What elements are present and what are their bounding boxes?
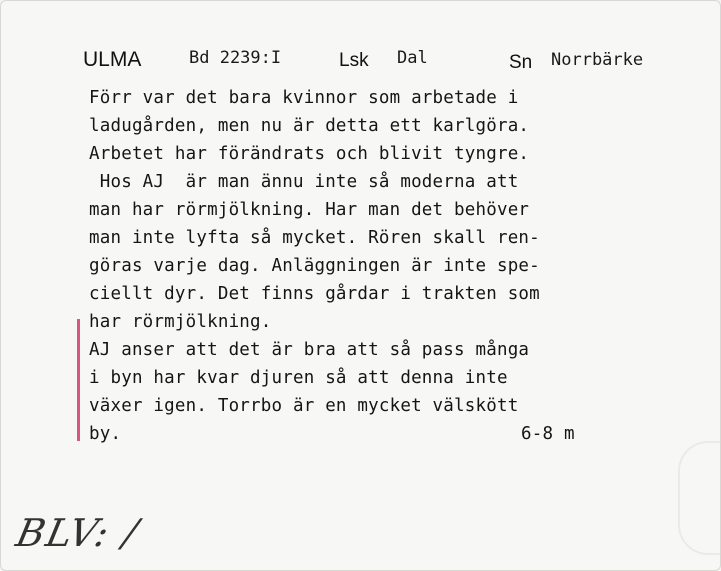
archive-label: ULMA	[83, 48, 142, 71]
body-line-8: ciellt dyr. Det finns gårdar i trakten som	[89, 284, 540, 304]
body-line-12: växer igen. Torrbo är en mycket välskött	[89, 396, 519, 416]
body-line-11: i byn har kvar djuren så att denna inte	[89, 368, 508, 388]
body-line-1: Förr var det bara kvinnor som arbetade i	[89, 88, 519, 108]
body-line-10: AJ anser att det är bra att så pass många	[89, 340, 530, 360]
page-reference: 6-8 m	[521, 424, 575, 444]
socken-label: Sn	[509, 52, 533, 73]
body-line-5: man har rörmjölkning. Har man det behöver	[89, 200, 530, 220]
body-line-7: göras varje dag. Anläggningen är inte spe-	[89, 256, 540, 276]
body-line-2: ladugården, men nu är detta ett karlgöra.	[89, 116, 530, 136]
record-id: Bd 2239:I	[189, 48, 282, 68]
landskap-label: Lsk	[339, 50, 369, 71]
body-line-9: har rörmjölkning.	[89, 312, 272, 332]
body-line-13: by.	[89, 424, 122, 444]
faint-stamp-mark	[678, 441, 720, 555]
landskap-value: Dal	[397, 48, 428, 68]
body-line-4: Hos AJ är man ännu inte så moderna att	[89, 172, 519, 192]
body-line-6: man inte lyfta så mycket. Rören skall ren-	[89, 228, 540, 248]
socken-value: Norrbärke	[551, 50, 644, 70]
body-line-3: Arbetet har förändrats och blivit tyngre.	[89, 144, 530, 164]
margin-mark	[77, 319, 80, 441]
handwritten-note: BLV: /	[12, 511, 144, 555]
